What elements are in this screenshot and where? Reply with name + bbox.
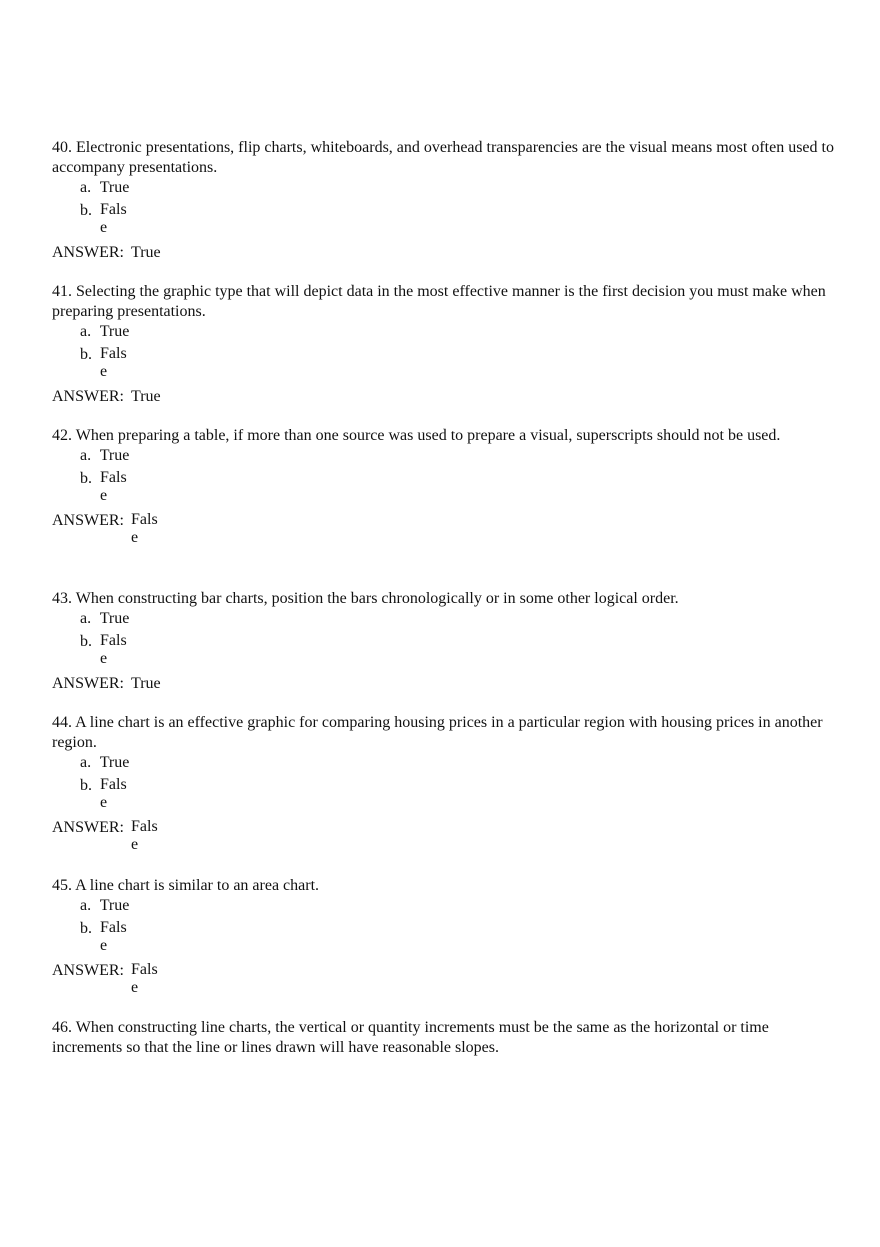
question-stem <box>52 138 842 178</box>
option-b <box>80 919 842 957</box>
option-letter: b. <box>80 346 92 363</box>
option-b <box>80 469 842 507</box>
option-label: True <box>99 897 130 914</box>
option-letter: a. <box>80 754 92 771</box>
option-label: False <box>100 345 127 380</box>
answer-value: False <box>131 818 158 853</box>
option-letter: b. <box>80 470 92 487</box>
question-45 <box>52 876 842 997</box>
question-40 <box>52 138 842 263</box>
answer-line <box>52 818 842 854</box>
option-label: False <box>100 632 127 667</box>
answer-value: False <box>131 511 158 546</box>
question-number: 43. <box>52 590 72 607</box>
question-number: 46. <box>52 1019 72 1036</box>
question-stem <box>52 282 842 322</box>
option-b <box>80 201 842 239</box>
option-b <box>80 776 842 814</box>
option-a <box>80 178 842 198</box>
option-a <box>80 609 842 629</box>
question-number: 40. <box>52 139 72 156</box>
answer-value: True <box>131 388 161 405</box>
answer-value: True <box>131 244 161 261</box>
question-text: When constructing line charts, the vertical or quantity increments must be the same as the horizontal or time increments so that the line or lines drawn will have reasonable slopes. <box>52 1019 769 1056</box>
option-label: True <box>99 610 130 627</box>
option-label: False <box>100 776 127 811</box>
question-number: 41. <box>52 283 72 300</box>
answer-label: ANSWER: <box>52 675 124 692</box>
answer-line <box>52 511 842 547</box>
question-text: When preparing a table, if more than one source was used to prepare a visual, superscripts should not be used. <box>75 427 781 444</box>
option-letter: a. <box>80 447 92 464</box>
option-letter: b. <box>80 920 92 937</box>
question-44 <box>52 713 842 854</box>
option-label: True <box>99 179 130 196</box>
option-letter: b. <box>80 202 92 219</box>
option-label: True <box>99 447 130 464</box>
answer-line <box>52 674 842 694</box>
option-letter: a. <box>80 323 92 340</box>
option-letter: b. <box>80 633 92 650</box>
option-b <box>80 345 842 383</box>
option-label: True <box>99 754 130 771</box>
question-number: 45. <box>52 877 72 894</box>
question-number: 44. <box>52 714 72 731</box>
answer-value: True <box>131 675 161 692</box>
question-46 <box>52 1018 842 1058</box>
question-number: 42. <box>52 427 72 444</box>
option-letter: a. <box>80 897 92 914</box>
answer-label: ANSWER: <box>52 512 124 529</box>
answer-label: ANSWER: <box>52 962 124 979</box>
question-43 <box>52 589 842 694</box>
option-label: False <box>100 469 127 504</box>
answer-label: ANSWER: <box>52 819 124 836</box>
question-text: Electronic presentations, flip charts, whiteboards, and overhead transparencies are the visual means most often used to accompany presentations. <box>52 139 834 176</box>
answer-line <box>52 961 842 997</box>
question-text: A line chart is an effective graphic for comparing housing prices in a particular region with housing prices in another region. <box>52 714 823 751</box>
question-stem <box>52 426 842 446</box>
answer-line <box>52 243 842 263</box>
option-a <box>80 896 842 916</box>
answer-label: ANSWER: <box>52 388 124 405</box>
option-a <box>80 446 842 466</box>
option-label: False <box>100 201 127 236</box>
question-41 <box>52 282 842 407</box>
question-text: When constructing bar charts, position the bars chronologically or in some other logical order. <box>75 590 679 607</box>
question-text: A line chart is similar to an area chart. <box>75 877 320 894</box>
question-stem <box>52 876 842 896</box>
option-letter: a. <box>80 179 92 196</box>
question-stem <box>52 1018 842 1058</box>
option-label: True <box>99 323 130 340</box>
answer-value: False <box>131 961 158 996</box>
question-text: Selecting the graphic type that will depict data in the most effective manner is the first decision you must make when preparing presentations. <box>52 283 826 320</box>
question-stem <box>52 713 842 753</box>
question-42 <box>52 426 842 547</box>
question-stem <box>52 589 842 609</box>
answer-label: ANSWER: <box>52 244 124 261</box>
answer-line <box>52 387 842 407</box>
option-a <box>80 753 842 773</box>
option-letter: a. <box>80 610 92 627</box>
option-a <box>80 322 842 342</box>
option-label: False <box>100 919 127 954</box>
option-b <box>80 632 842 670</box>
option-letter: b. <box>80 777 92 794</box>
